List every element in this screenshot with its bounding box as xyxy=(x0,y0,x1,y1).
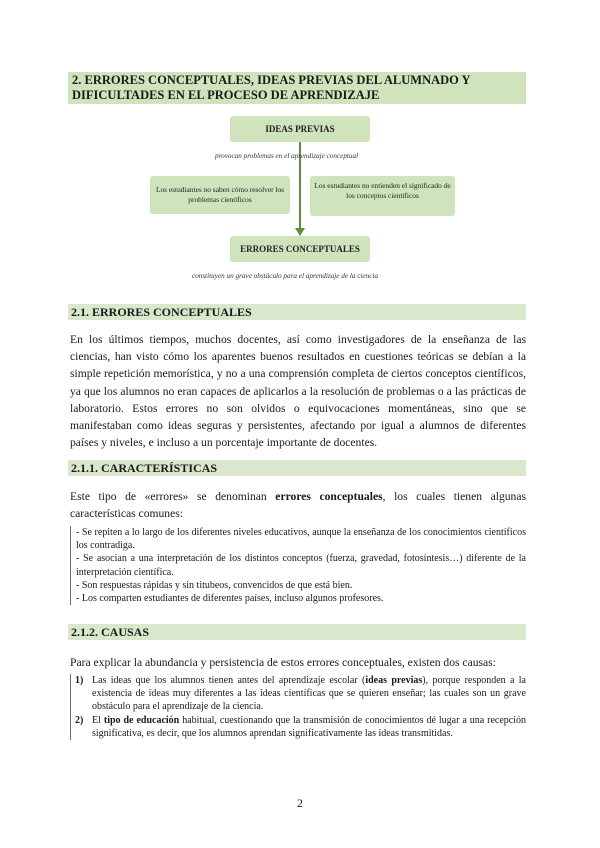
intro-text-end: , los cuales tienen algunas características comunes: xyxy=(70,490,527,521)
heading-2-1-2: 2.1.2. CAUSAS xyxy=(68,624,526,640)
intro-bold-term: errores conceptuales xyxy=(275,490,383,503)
concept-diagram xyxy=(140,114,460,284)
list-item: - Se repiten a lo largo de los diferentes niveles educativos, aunque la enseñanza de los conocimientos científicos los contradiga. xyxy=(76,527,526,552)
heading-2-1-1: 2.1.1. CARACTERÍSTICAS xyxy=(68,460,526,476)
diagram-box-errores: ERRORES CONCEPTUALES xyxy=(230,236,370,262)
diagram-box-ideas-previas: IDEAS PREVIAS xyxy=(230,116,370,142)
page-number: 2 xyxy=(297,796,303,810)
item-text-end: habitual, cuestionando que la transmisión de conocimientos dé lugar a una recepción significativa, es decir, que los alumnos aprendan significativamente las ideas transmitidas. xyxy=(92,714,527,739)
arrow-down-icon xyxy=(295,228,305,236)
item-text: Las ideas que los alumnos tienen antes del aprendizaje escolar ( xyxy=(92,675,366,686)
characteristics-list xyxy=(70,526,526,605)
numbered-item-2 xyxy=(75,714,526,740)
heading-2-1: 2.1. ERRORES CONCEPTUALES xyxy=(68,304,526,320)
diagram-box-left: Los estudiantes no saben cómo resolver los problemas científicos xyxy=(150,176,290,214)
diagram-caption-top: provocan problemas en el aprendizaje conceptual xyxy=(215,152,359,160)
heading-line-1: 2. ERRORES CONCEPTUALES, IDEAS PREVIAS DEL ALUMNADO Y xyxy=(72,73,471,87)
causes-list xyxy=(70,674,526,740)
paragraph-2-1: En los últimos tiempos, muchos docentes, así como investigadores de la enseñanza de las ciencias, han visto cómo los aparentes buenos resultados en cuestiones teóricas se debían a la simple repetición memorística, y no a una comprensión completa de ciertos conceptos científicos, ya que los alumnos no eran capaces de aplicarlos a la resolución de problemas o a las prácticas de laboratorio. Estos errores no son olvidos o equivocaciones momentáneas, sino que se manifestaban como ideas seguras y persistentes, afectando por igual a alumnos de diferentes países y niveles, e incluso a un porcentaje importante de docentes. xyxy=(70,333,526,450)
list-item: - Se asocian a una interpretación de los distintos conceptos (fuerza, gravedad, fotosíntesis…) diferente de la interpretación científica. xyxy=(76,553,526,578)
intro-text: Este tipo de «errores» se denominan xyxy=(70,490,276,503)
list-item: - Los comparten estudiantes de diferentes países, incluso algunos profesores. xyxy=(76,593,384,605)
diagram-box-right: Los estudiantes no entienden el significado de los conceptos científicos xyxy=(310,176,455,216)
section-heading-main xyxy=(68,72,526,104)
numbered-item-1 xyxy=(75,674,526,714)
heading-line-2: DIFICULTADES EN EL PROCESO DE APRENDIZAJE xyxy=(72,88,380,102)
item-text: El xyxy=(92,714,104,726)
item-bold-term: ideas previas xyxy=(365,675,423,686)
item-text-end: ), porque responden a la existencia de ideas muy diferentes a las ideas científicas que se quieren enseñar; las cuales son un grave obstáculo para el aprendizaje de la ciencia. xyxy=(92,675,527,713)
item-bold-term: tipo de educación xyxy=(103,714,180,726)
list-item: - Son respuestas rápidas y sin titubeos, convencidos de que está bien. xyxy=(76,579,353,591)
item-number: 2) xyxy=(75,714,84,726)
paragraph-caracteristicas xyxy=(70,488,526,522)
item-number: 1) xyxy=(75,675,84,686)
paragraph-causas: Para explicar la abundancia y persistencia de estos errores conceptuales, existen dos causas: xyxy=(70,656,496,669)
diagram-caption-bottom: constituyen un grave obstáculo para el aprendizaje de la ciencia xyxy=(192,272,378,280)
